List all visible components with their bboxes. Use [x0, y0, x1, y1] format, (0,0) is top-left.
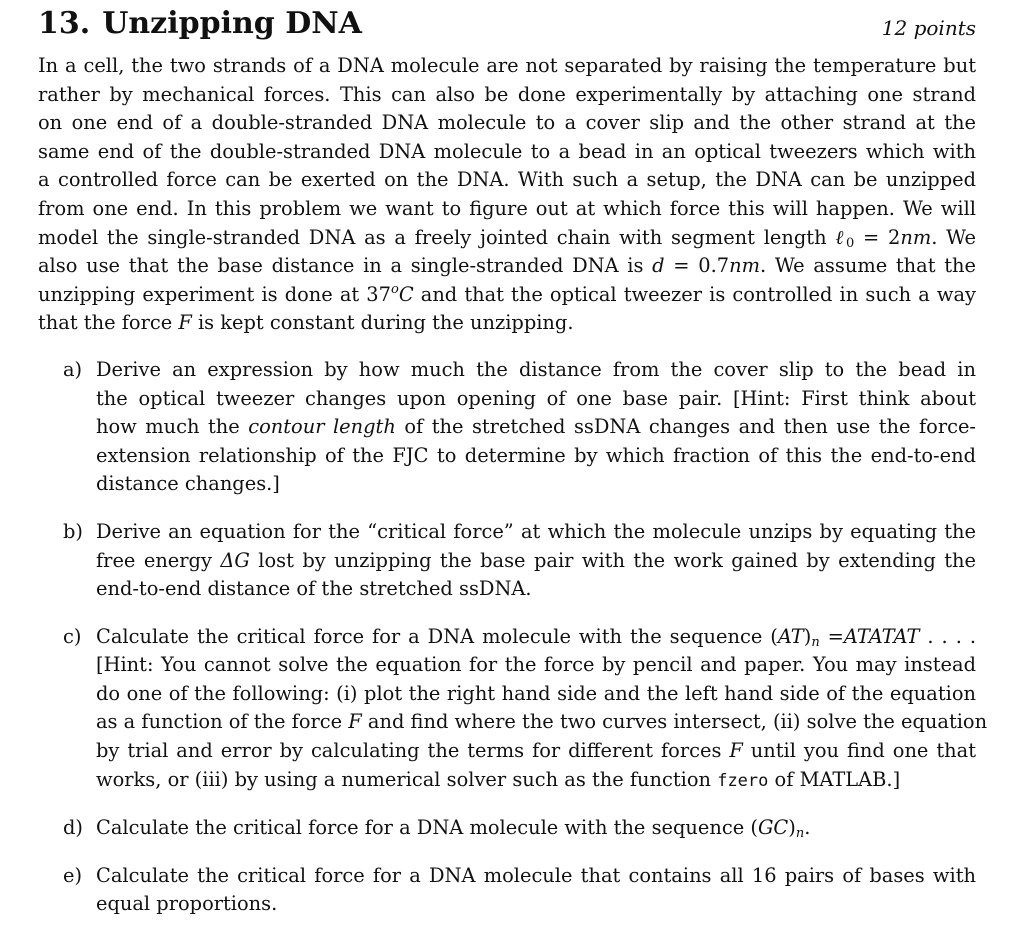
intro-line: a controlled force can be exerted on the DNA. With such a setup, the DNA can be unzipped — [38, 168, 976, 192]
question-c: c) Calculate the critical force for a DNA molecule with the sequence $(AT)_n$ =ATATAT . . . . [Hint: You cannot solve the equation for the force by pencil and paper. You may instead do one of the following: (i) plot the right hand side and the left hand side of the equation as a function of the force F and find where the two curves intersect, (ii) solve the equation by trial and error by calculating the terms for different forces F until you find one that works, or (iii) by using a numerical solver such as the function fzero of MATLAB.] — [63, 624, 988, 791]
question-e: e) Calculate the critical force for a DNA molecule that contains all 16 pairs of bases with equal proportions. — [63, 863, 976, 916]
points-label: 12 points — [881, 16, 976, 40]
intro-line: from one end. In this problem we want to figure out at which force this will happen. We will — [38, 196, 976, 220]
problem-title-text: Unzipping DNA — [102, 6, 362, 41]
intro-line: unzipping experiment is done at 37$^o$C and that the optical tweezer is controlled in such a way — [38, 281, 976, 306]
contour-length-emphasis: contour length — [248, 415, 396, 439]
intro-line: rather by mechanical forces. This can also be done experimentally by attaching one strand — [38, 82, 976, 106]
question-label: d) — [63, 816, 83, 840]
delta-g-symbol: ΔG — [220, 548, 250, 572]
problem-title — [38, 4, 362, 44]
question-a: a) Derive an expression by how much the distance from the cover slip to the bead in the optical tweezer changes upon opening of one base pair. [Hint: First think about how much the contour length of the stretched ssDNA changes and then use the force- extension relationship of the FJC to determine by which fraction of this the end-to-end distance changes.] — [63, 357, 976, 496]
problem-page — [38, 4, 988, 919]
question-b: b) Derive an equation for the “critical force” at which the molecule unzips by equating the free energy ΔG lost by unzipping the base pair with the work gained by extending the end-to-end distance of the stretched ssDNA. — [63, 519, 976, 601]
fzero-code: fzero — [717, 770, 769, 791]
intro-line: same end of the double-stranded DNA molecule to a bead in an optical tweezers which with — [38, 139, 976, 163]
question-label: b) — [63, 519, 83, 543]
force-symbol: F — [178, 311, 192, 335]
question-label: e) — [63, 863, 83, 887]
segment-length-symbol: ℓ — [835, 225, 846, 249]
question-d: d) Calculate the critical force for a DNA molecule with the sequence $(GC)_n$. — [63, 816, 811, 842]
base-distance-symbol: d — [652, 254, 665, 278]
problem-header — [38, 4, 976, 52]
intro-line: also use that the base distance in a single-stranded DNA is d = 0.7nm. We assume that the — [38, 254, 976, 278]
intro-line: model the single-stranded DNA as a freely jointed chain with segment length ℓ$_0$ = 2nm. We — [38, 225, 976, 251]
question-list — [38, 356, 988, 919]
problem-number: 13. — [38, 6, 91, 41]
intro-paragraph — [38, 52, 976, 338]
question-label: c) — [63, 624, 82, 648]
intro-line: In a cell, the two strands of a DNA molecule are not separated by raising the temperature but — [38, 54, 976, 77]
question-label: a) — [63, 357, 83, 381]
intro-line: on one end of a double-stranded DNA molecule to a cover slip and the other strand at the — [38, 111, 976, 135]
intro-line: that the force F is kept constant during the unzipping. — [38, 311, 574, 335]
